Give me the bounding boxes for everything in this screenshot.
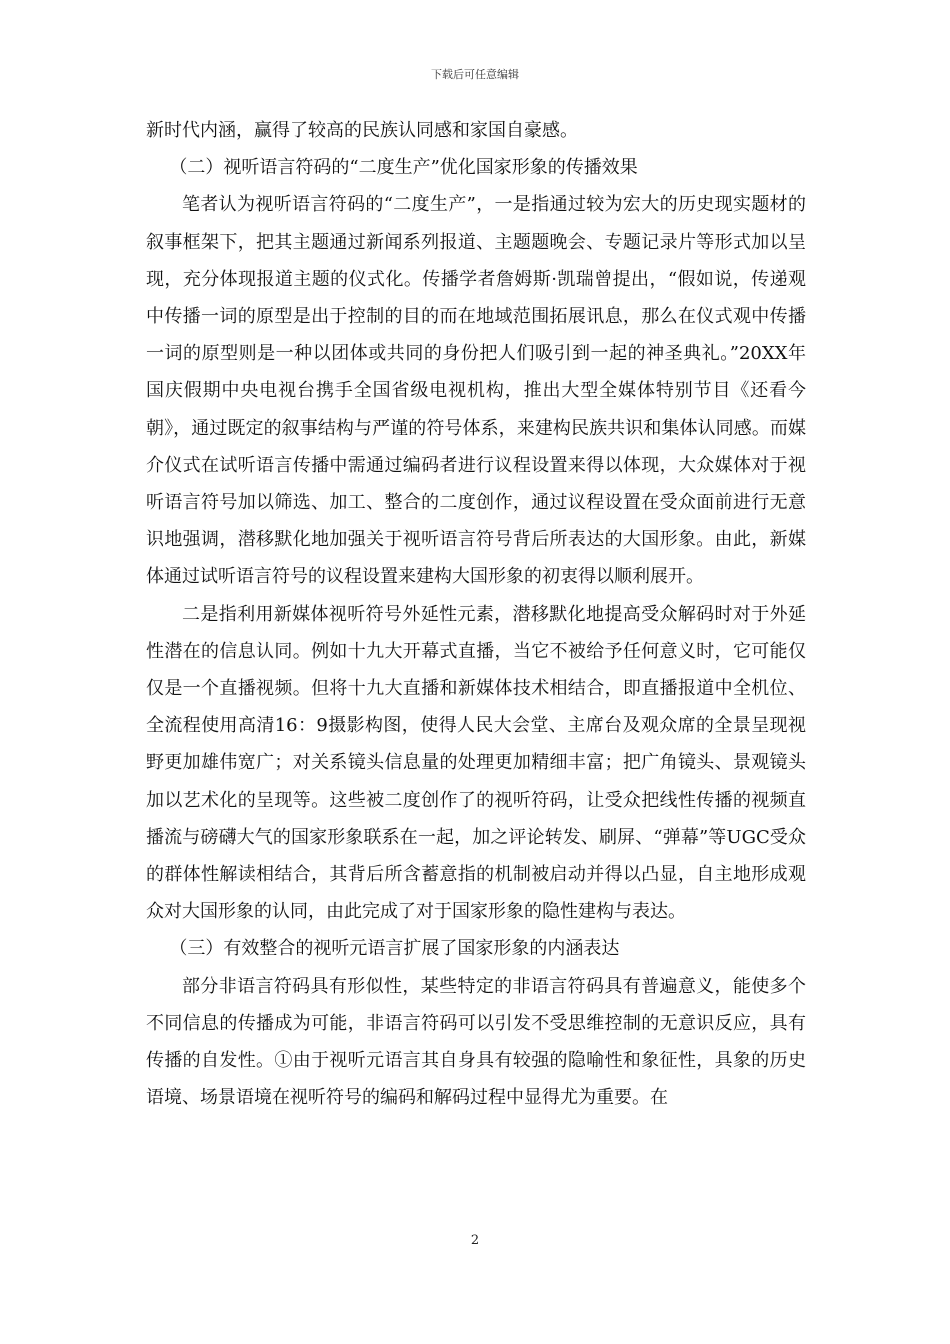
paragraph-continuation: 新时代内涵，赢得了较高的民族认同感和家国自豪感。: [146, 120, 578, 141]
section-heading-2: （二）视听语言符码的“二度生产”优化国家形象的传播效果: [169, 157, 638, 179]
page-header: 下载后可任意编辑: [431, 68, 519, 81]
document-body: [146, 112, 806, 1116]
paragraph: 笔者认为视听语言符码的“二度生产”，一是指通过较为宏大的历史现实题材的叙事框架下，把其主题通过新闻系列报道、主题题晚会、专题记录片等形式加以呈现，充分体现报道主题的仪式化。传播学者詹姆斯·凯瑞曾提出，“假如说，传递观中传播一词的原型是出于控制的目的而在地域范围拓展讯息，那么在仪式观中传播一词的原型则是一种以团体或共同的身份把人们吸引到一起的神圣典礼。”20XX年国庆假期中央电视台携手全国省级电视机构，推出大型全媒体特别节目《还看今朝》，通过既定的叙事结构与严谨的符号体系，来建构民族共识和集体认同感。而媒介仪式在试听语言传播中需通过编码者进行议程设置来得以体现，大众媒体对于视听语言符号加以筛选、加工、整合的二度创作，通过议程设置在受众面前进行无意识地强调，潜移默化地加强关于视听语言符号背后所表达的大国形象。由此，新媒体通过试听语言符号的议程设置来建构大国形象的初衷得以顺利展开。: [146, 194, 806, 588]
section-heading-3: （三）有效整合的视听元语言扩展了国家形象的内涵表达: [169, 938, 620, 960]
paragraph: 二是指利用新媒体视听符号外延性元素，潜移默化地提高受众解码时对于外延性潜在的信息认同。例如十九大开幕式直播，当它不被给予任何意义时，它可能仅仅是一个直播视频。但将十九大直播和新媒体技术相结合，即直播报道中全机位、全流程使用高清16：9摄影构图，使得人民大会堂、主席台及观众席的全景呈现视野更加雄伟宽广；对关系镜头信息量的处理更加精细丰富；把广角镜头、景观镜头加以艺术化的呈现等。这些被二度创作了的视听符码，让受众把线性传播的视频直播流与磅礴大气的国家形象联系在一起，加之评论转发、刷屏、“弹幕”等UGC受众的群体性解读相结合，其背后所含蓄意指的机制被启动并得以凸显，自主地形成观众对大国形象的认同，由此完成了对于国家形象的隐性建构与表达。: [146, 603, 806, 923]
paragraph: 部分非语言符码具有形似性，某些特定的非语言符码具有普遍意义，能使多个不同信息的传播成为可能，非语言符码可以引发不受思维控制的无意识反应，具有传播的自发性。①由于视听元语言其自身具有较强的隐喻性和象征性，具象的历史语境、场景语境在视听符号的编码和解码过程中显得尤为重要。在: [146, 975, 806, 1109]
page-number: 2: [470, 1233, 480, 1248]
